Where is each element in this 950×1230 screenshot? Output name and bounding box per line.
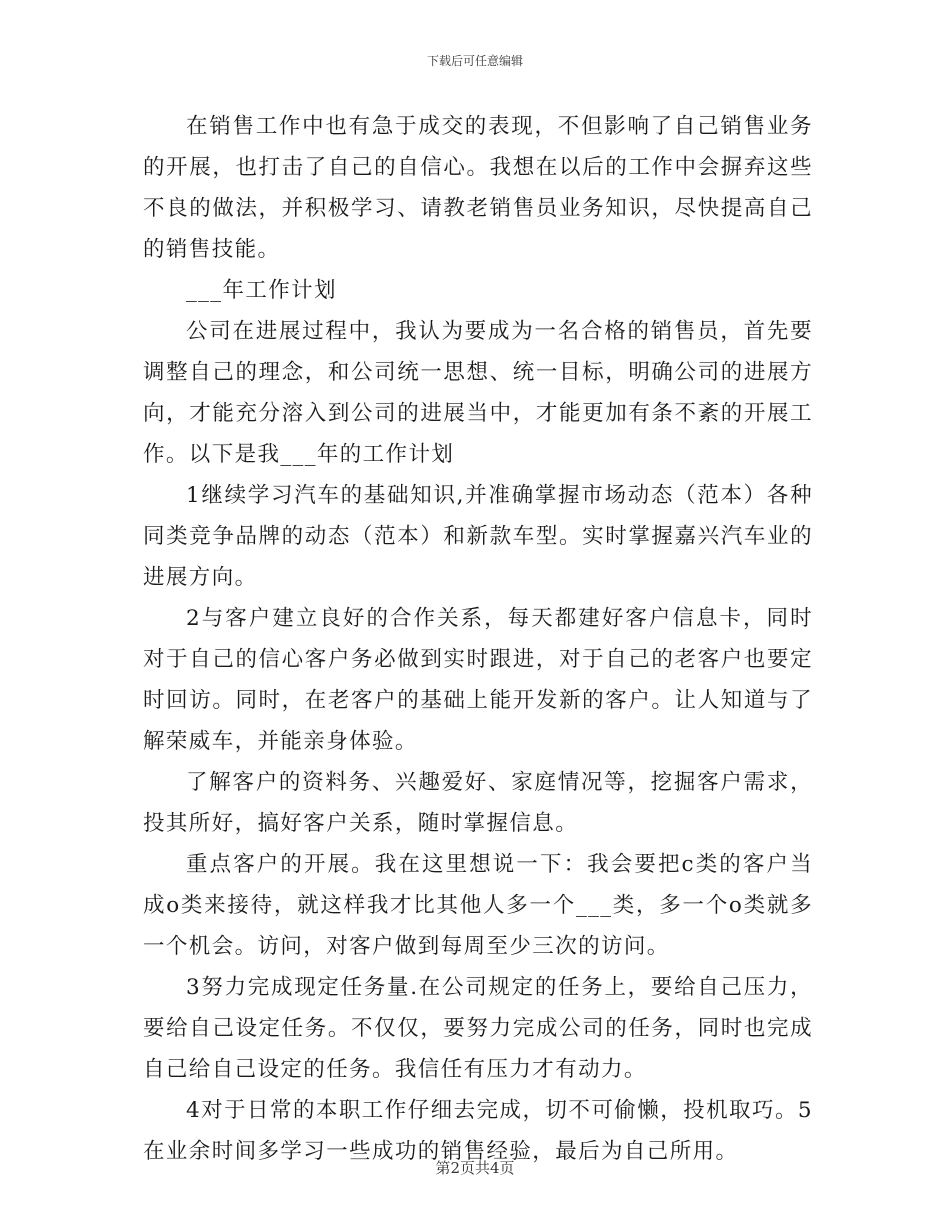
paragraph-plan-item-2: 2与客户建立良好的合作关系，每天都建好客户信息卡，同时对于自己的信心客户务必做到实时跟进，对于自己的老客户也要定时回访。同时，在老客户的基础上能开发新的客户。让人知道与了解荣威车，并能亲身体验。 [143, 606, 813, 754]
paragraph-sales-reflection: 在销售工作中也有急于成交的表现，不但影响了自己销售业务的开展，也打击了自己的自信心。我想在以后的工作中会摒弃这些不良的做法，并积极学习、请教老销售员业务知识，尽快提高自己的销售技能。 [143, 114, 813, 262]
document-body [143, 106, 813, 1172]
section-heading-work-plan: ___年工作计划 [186, 278, 337, 303]
paragraph-plan-item-3: 3努力完成现定任务量.在公司规定的任务上，要给自己压力，要给自己设定任务。不仅仅，要努力完成公司的任务，同时也完成自己给自己设定的任务。我信任有压力才有动力。 [143, 975, 813, 1082]
page-footer: 第2页共4页 [435, 1159, 515, 1177]
paragraph-plan-item-4-5: 4对于日常的本职工作仔细去完成，切不可偷懒，投机取巧。5在业余时间多学习一些成功的销售经验，最后为自己所用。 [143, 1098, 813, 1164]
paragraph-plan-item-1: 1继续学习汽车的基础知识,并准确掌握市场动态（范本）各种同类竞争品牌的动态（范本）和新款车型。实时掌握嘉兴汽车业的进展方向。 [143, 483, 813, 590]
page-header: 下载后可任意编辑 [426, 54, 523, 68]
paragraph-key-customers: 重点客户的开展。我在这里想说一下：我会要把c类的客户当成o类来接待，就这样我才比其他人多一个___类，多一个o类就多一个机会。访问，对客户做到每周至少三次的访问。 [143, 852, 813, 959]
paragraph-plan-intro: 公司在进展过程中，我认为要成为一名合格的销售员，首先要调整自己的理念，和公司统一思想、统一目标，明确公司的进展方向，才能充分溶入到公司的进展当中，才能更加有条不紊的开展工作。以下是我___年的工作计划 [143, 319, 813, 467]
paragraph-customer-info: 了解客户的资料务、兴趣爱好、家庭情况等，挖掘客户需求，投其所好，搞好客户关系，随时掌握信息。 [143, 770, 813, 836]
